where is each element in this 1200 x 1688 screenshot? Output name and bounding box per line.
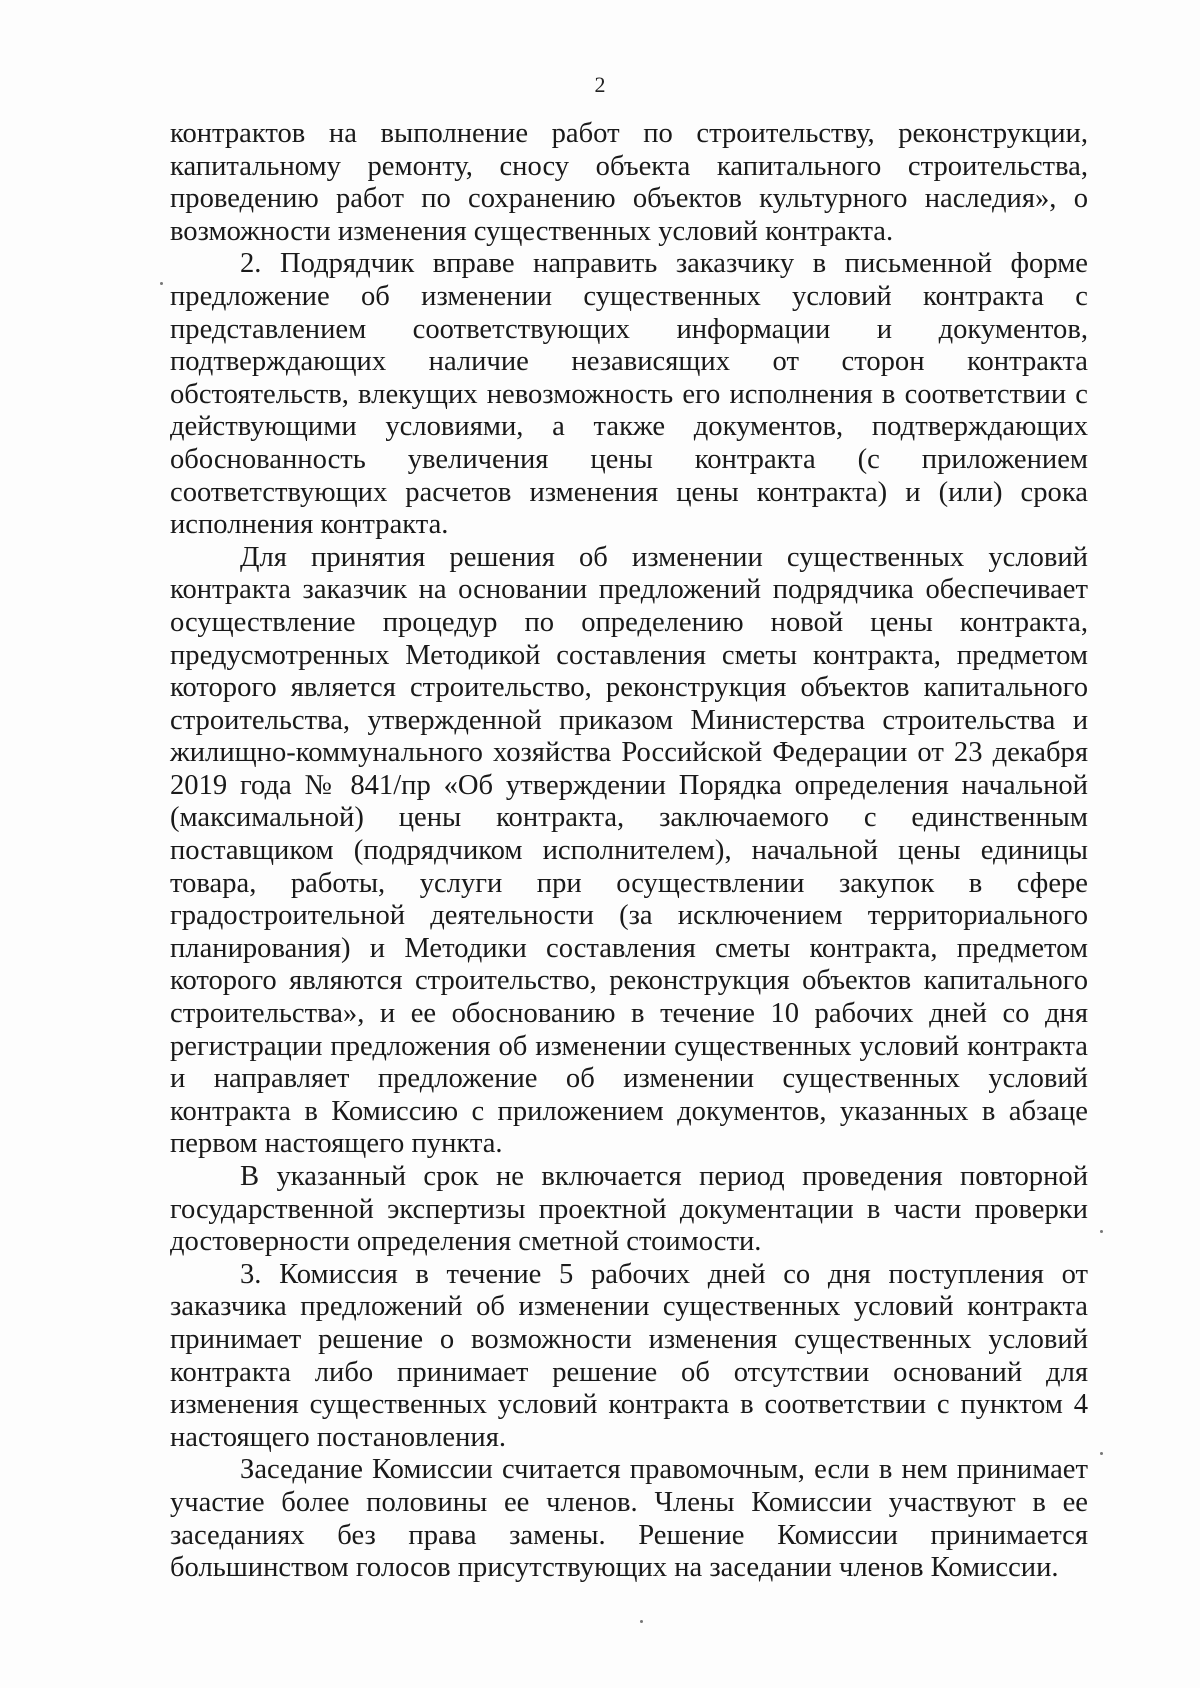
scan-speck: [640, 1620, 643, 1623]
paragraph-continuation: контрактов на выполнение работ по строительству, реконструкции, капитальному ремонту, сносу объекта капитального строительства, проведению работ по сохранению объектов культурного наследия», о возможности изменения существенных условий контракта.: [170, 118, 1088, 247]
scan-speck: [1100, 1452, 1103, 1455]
page-number: 2: [594, 72, 606, 97]
scan-speck: [1100, 1230, 1103, 1233]
paragraph-price-procedure: Для принятия решения об изменении существенных условий контракта заказчик на основании предложений подрядчика обеспечивает осуществление процедур по определению новой цены контракта, предусмотренных Методикой составления сметы контракта, предметом которого является строительство, реконструкция объектов капитального строительства, утвержденной приказом Министерства строительства и жилищно-коммунального хозяйства Российской Федерации от 23 декабря 2019 года № 841/пр «Об утверждении Порядка определения начальной (максимальной) цены контракта, заключаемого с единственным поставщиком (подрядчиком исполнителем), начальной цены единицы товара, работы, услуги при осуществлении закупок в сфере градостроительной деятельности (за исключением территориального планирования) и Методики составления сметы контракта, предметом которого являются строительство, реконструкция объектов капитального строительства», и ее обоснованию в течение 10 рабочих дней со дня регистрации предложения об изменении существенных условий контракта и направляет предложение об изменении существенных условий контракта в Комиссию с приложением документов, указанных в абзаце первом настоящего пункта.: [170, 541, 1088, 1160]
paragraph-excluded-period: В указанный срок не включается период проведения повторной государственной экспертизы проектной документации в части проверки достоверности определения сметной стоимости.: [170, 1161, 1088, 1258]
paragraph-commission-meeting: Заседание Комиссии считается правомочным, если в нем принимает участие более половины ее членов. Члены Комиссии участвуют в ее заседаниях без права замены. Решение Комиссии принимается большинством голосов присутствующих на заседании членов Комиссии.: [170, 1454, 1088, 1584]
document-body: [170, 118, 1088, 1585]
paragraph-clause-3: 3. Комиссия в течение 5 рабочих дней со дня поступления от заказчика предложений об изменении существенных условий контракта принимает решение о возможности изменения существенных условий контракта либо принимает решение об отсутствии оснований для изменения существенных условий контракта в соответствии с пунктом 4 настоящего постановления.: [170, 1258, 1088, 1453]
scan-speck: [160, 282, 163, 285]
paragraph-clause-2: 2. Подрядчик вправе направить заказчику в письменной форме предложение об изменении существенных условий контракта с представлением соответствующих информации и документов, подтверждающих наличие независящих от сторон контракта обстоятельств, влекущих невозможность его исполнения в соответствии с действующими условиями, а также документов, подтверждающих обоснованность увеличения цены контракта (с приложением соответствующих расчетов изменения цены контракта) и (или) срока исполнения контракта.: [170, 248, 1088, 541]
